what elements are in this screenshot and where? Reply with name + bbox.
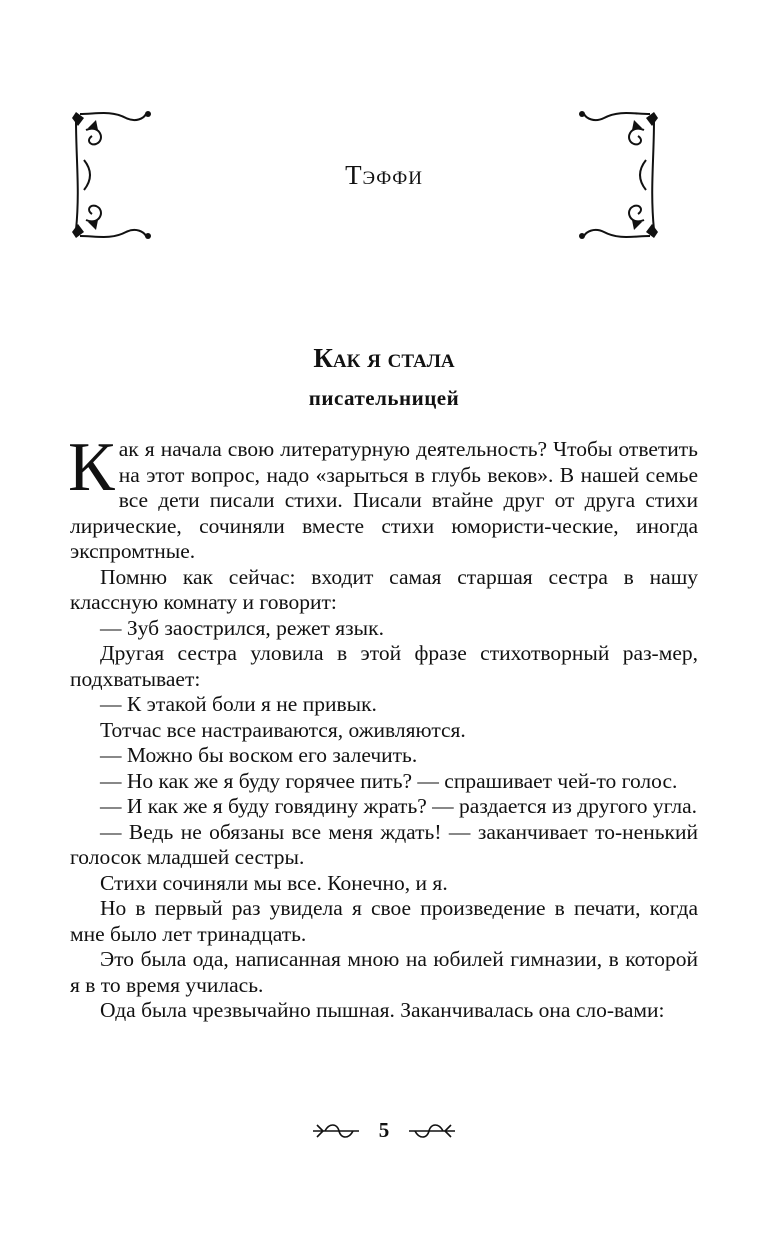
- paragraph: — Ведь не обязаны все меня ждать! — заканчивает то-ненький голосок младшей сестры.: [70, 819, 698, 869]
- paragraph: — И как же я буду говядину жрать? — раздается из другого угла.: [100, 794, 698, 818]
- paragraph: Другая сестра уловила в этой фразе стихотворный раз-мер, подхватывает:: [70, 641, 698, 691]
- paragraph: Стихи сочиняли мы все. Конечно, и я.: [100, 870, 448, 895]
- chapter-title-line1: Как я стала: [313, 343, 455, 373]
- chapter-title: [0, 340, 768, 416]
- paragraph: Тотчас все настраиваются, оживляются.: [100, 717, 466, 742]
- paragraph: — Можно бы воском его залечить.: [100, 743, 418, 767]
- page-number: 5: [378, 1118, 390, 1142]
- vine-flourish-icon: [407, 1121, 457, 1141]
- page-footer: [0, 1118, 768, 1143]
- vine-flourish-icon: [311, 1121, 361, 1141]
- paragraph: — Но как же я буду горячее пить? — спрашивает чей-то голос.: [100, 768, 678, 793]
- author-name: Тэффи: [345, 160, 423, 190]
- paragraph: Помню как сейчас: входит самая старшая сестра в нашу классную комнату и говорит:: [70, 564, 698, 614]
- body-text: [68, 429, 698, 1024]
- paragraph: — Зуб заострился, режет язык.: [100, 615, 384, 640]
- paragraph: [68, 429, 698, 565]
- paragraph: — К этакой боли я не привык.: [100, 692, 377, 716]
- paragraph: Но в первый раз увидела я свое произведение в печати, когда мне было лет тринадцать.: [70, 896, 698, 946]
- paragraph: Это была ода, написанная мною на юбилей гимназии, в которой я в то время училась.: [70, 947, 698, 997]
- chapter-title-line2: писательницей: [308, 386, 460, 410]
- paragraph-text: ак я начала свою литературную деятельность? Чтобы ответить на этот вопрос, надо «зарыться в глубь веков». В нашей семье все дети писали стихи. Писали втайне друг от друга стихи лирические, сочиняли вместе стихи юмористи-ческие, иногда экспромтные.: [70, 437, 698, 563]
- paragraph: Ода была чрезвычайно пышная. Заканчивалась она сло-вами:: [100, 998, 665, 1022]
- drop-cap: К: [68, 429, 115, 506]
